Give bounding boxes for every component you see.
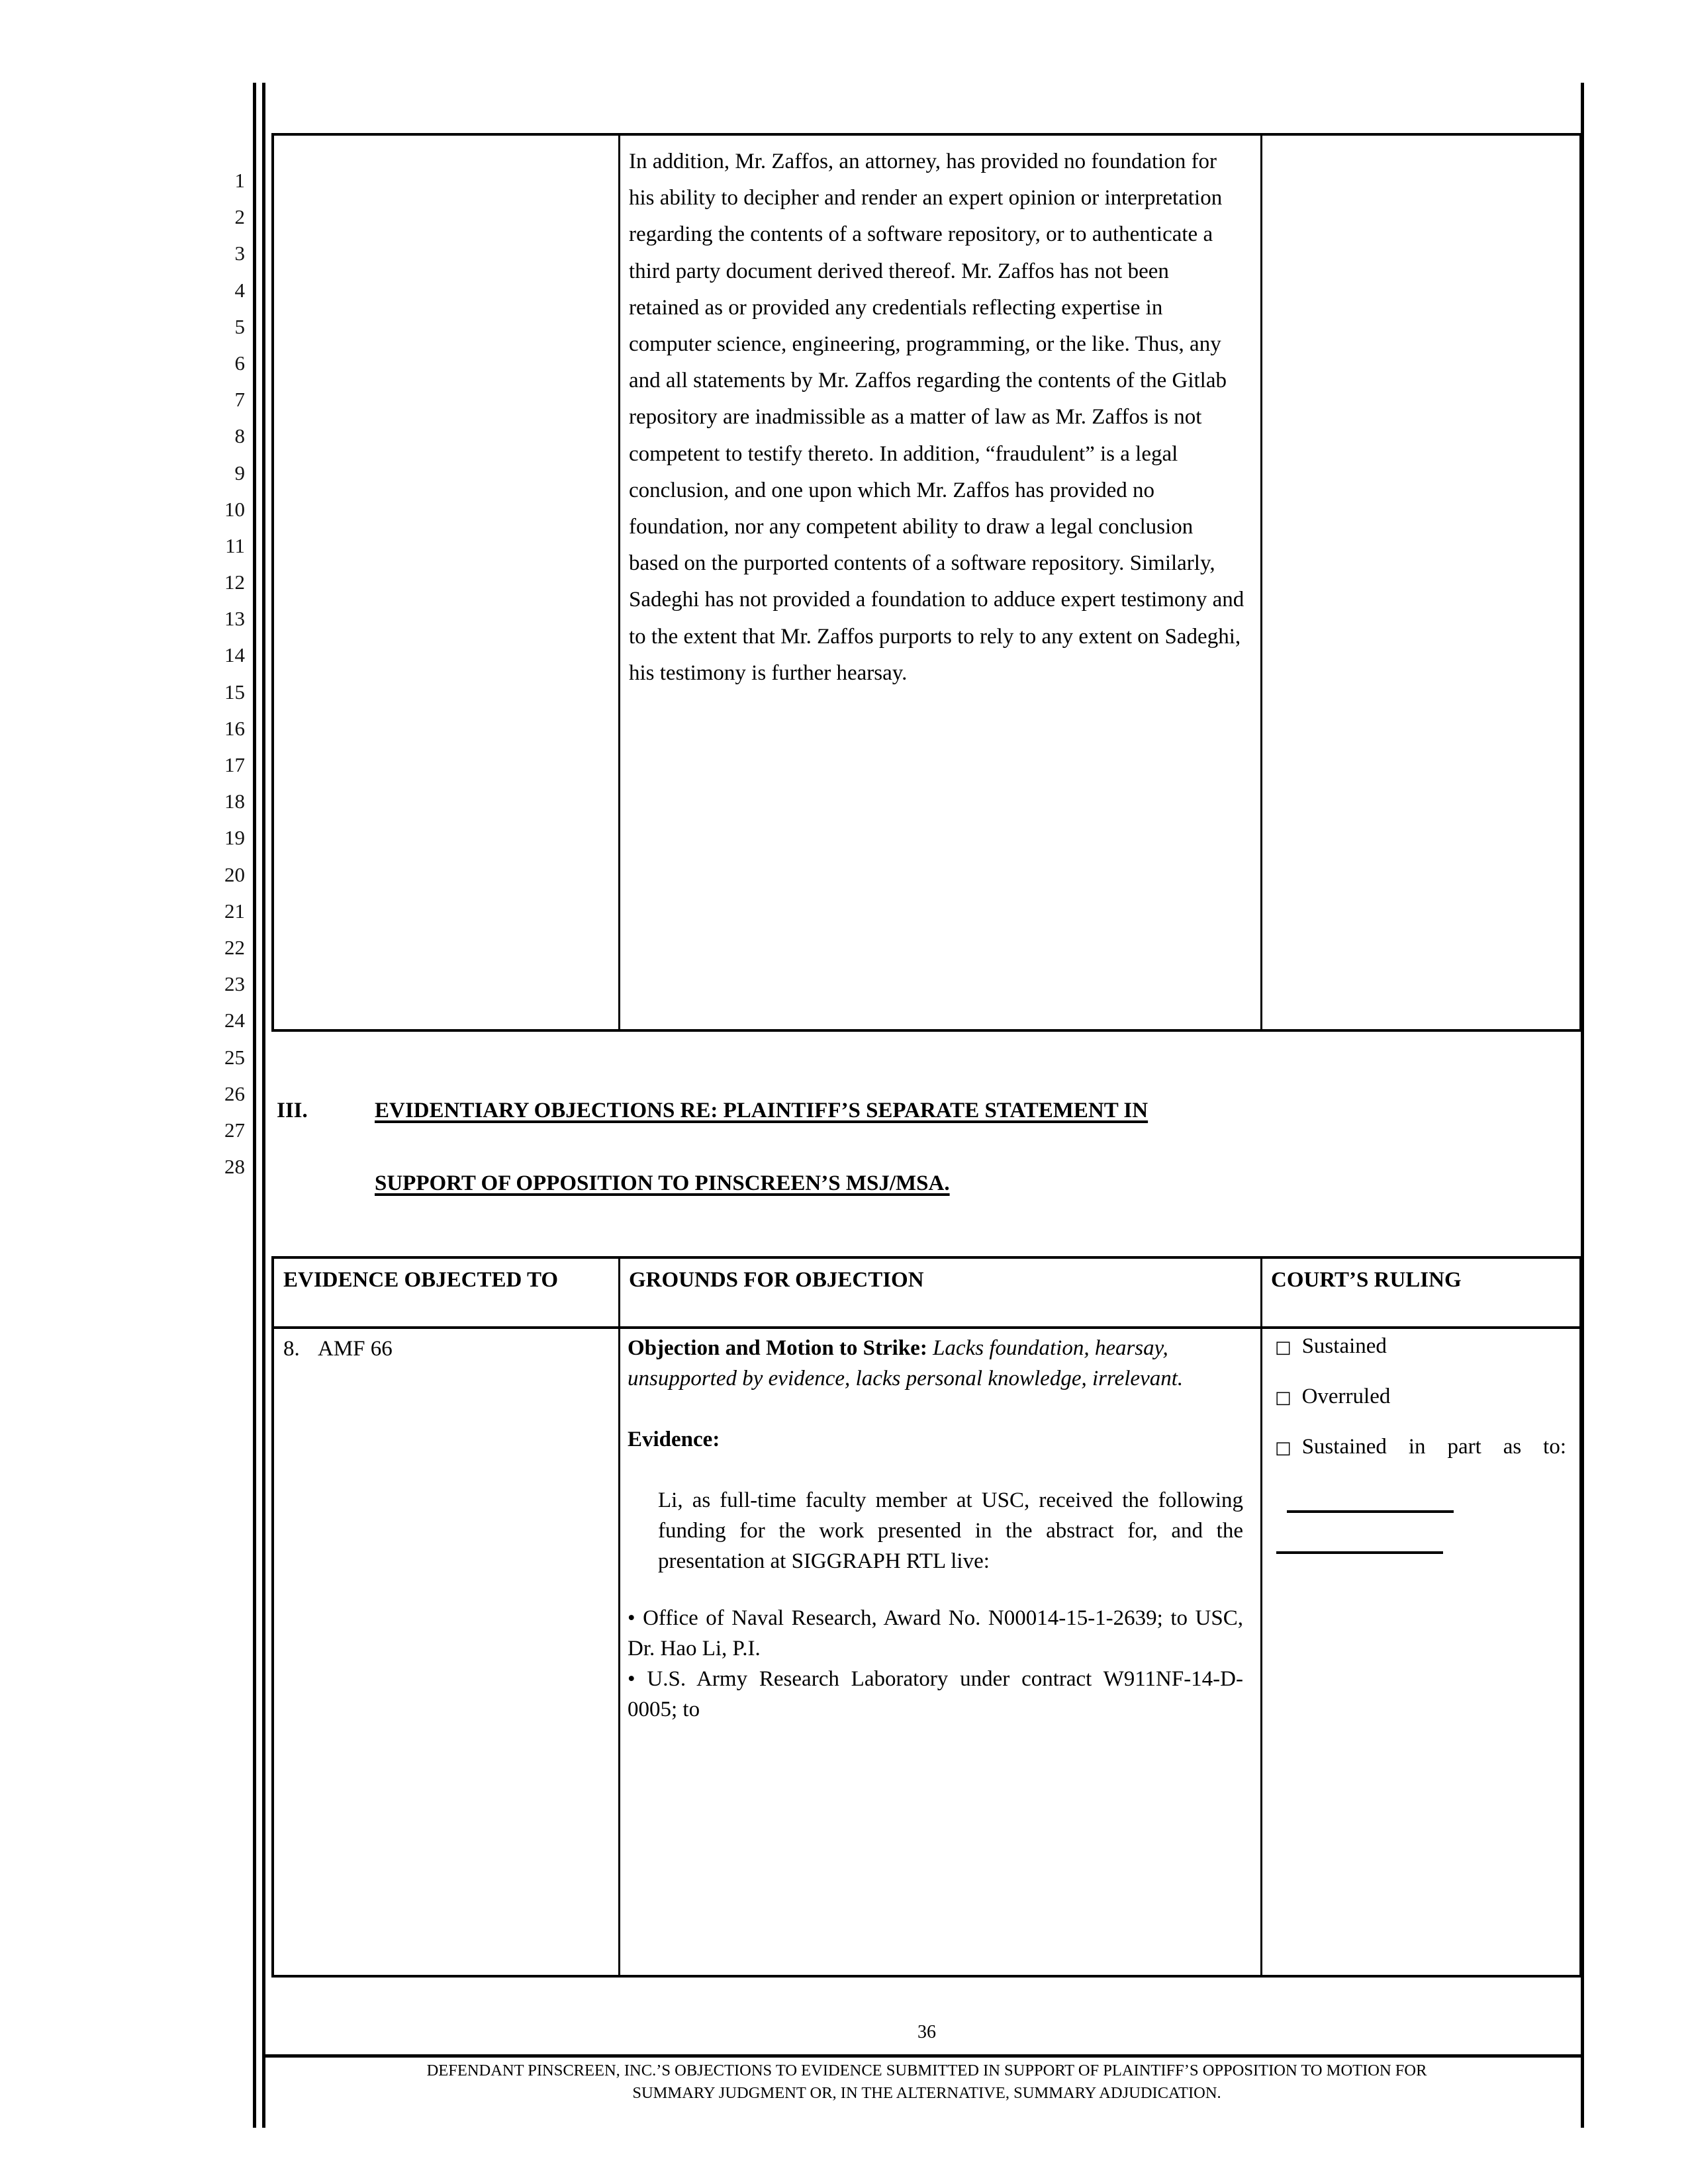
line-number: 20	[224, 862, 245, 886]
table-cell-ruling	[1275, 1332, 1566, 1554]
line-number: 25	[224, 1045, 245, 1069]
ruling-writein-line[interactable]	[1276, 1551, 1443, 1554]
evidence-quote: Li, as full-time faculty member at USC, received the following funding for the work presented in the abstract for, and the presentation at SIGGRAPH RTL live:	[658, 1488, 1243, 1573]
ruling-option-sustained[interactable]	[1275, 1332, 1566, 1362]
line-number: 4	[234, 278, 245, 302]
checkbox-icon[interactable]: □	[1275, 1438, 1291, 1458]
line-number: 28	[224, 1155, 245, 1179]
line-number: 27	[224, 1118, 245, 1142]
section-heading-line-2: SUPPORT OF OPPOSITION TO PINSCREEN’S MSJ/MSA.	[375, 1171, 950, 1196]
objection-statement	[628, 1333, 1243, 1394]
line-number: 21	[224, 899, 245, 923]
line-number: 7	[234, 388, 245, 412]
line-number: 8	[234, 424, 245, 448]
line-number: 19	[224, 826, 245, 850]
checkbox-icon[interactable]: □	[1275, 1338, 1291, 1357]
footer-rule	[265, 2054, 1581, 2058]
line-number: 2	[234, 205, 245, 229]
line-number: 26	[224, 1081, 245, 1105]
line-number: 18	[224, 790, 245, 813]
funding-bullet-list	[628, 1603, 1243, 1725]
left-margin-rule-outer	[253, 83, 256, 2128]
column-divider-evidence	[618, 1259, 620, 1975]
line-number: 22	[224, 935, 245, 959]
line-number: 23	[224, 972, 245, 996]
table-header-ruling: COURT’S RULING	[1271, 1268, 1462, 1292]
section-numeral: III.	[277, 1099, 308, 1122]
line-number: 16	[224, 716, 245, 740]
page-number: 36	[917, 2022, 936, 2042]
line-number: 1	[234, 169, 245, 192]
line-number-column	[199, 171, 245, 1193]
left-margin-rule-inner	[262, 83, 265, 2128]
line-number: 17	[224, 753, 245, 776]
line-number: 12	[224, 570, 245, 594]
line-number: 10	[224, 497, 245, 521]
line-number: 3	[234, 242, 245, 265]
line-number: 24	[224, 1009, 245, 1032]
objection-basis: Lacks foundation, hearsay, unsupported by evidence, lacks personal knowledge, irrelevant.	[628, 1336, 1184, 1390]
table-cell-evidence	[283, 1334, 608, 1363]
section-heading-iii	[277, 1093, 1574, 1202]
table-header-separator	[274, 1326, 1579, 1329]
line-number: 6	[234, 351, 245, 375]
column-divider-ruling	[1260, 1259, 1262, 1975]
line-number: 14	[224, 643, 245, 667]
evidence-item-label: AMF 66	[318, 1337, 393, 1361]
ruling-option-label: Sustained	[1301, 1334, 1387, 1358]
line-number: 11	[225, 533, 245, 557]
section-heading-line-1: EVIDENTIARY OBJECTIONS RE: PLAINTIFF’S SEPARATE STATEMENT IN	[375, 1099, 1149, 1122]
table-cell-grounds	[628, 1333, 1243, 1725]
ruling-option-label: Overruled	[1301, 1385, 1391, 1408]
list-item: • Office of Naval Research, Award No. N00014-15-1-2639; to USC, Dr. Hao Li, P.I.	[628, 1606, 1243, 1661]
table-header-grounds: GROUNDS FOR OBJECTION	[629, 1268, 924, 1292]
column-divider-ruling	[1260, 136, 1262, 1029]
line-number: 9	[234, 461, 245, 484]
ruling-writein-line[interactable]	[1287, 1510, 1454, 1513]
ruling-option-label: Sustained in part as to:	[1301, 1435, 1566, 1459]
footer-caption	[271, 2060, 1582, 2105]
continuation-table	[271, 133, 1582, 1032]
ruling-option-overruled[interactable]	[1275, 1382, 1566, 1412]
checkbox-icon[interactable]: □	[1275, 1388, 1291, 1408]
ruling-option-sustained-in-part[interactable]	[1275, 1432, 1566, 1490]
table-header-evidence: EVIDENCE OBJECTED TO	[283, 1268, 559, 1292]
line-number: 5	[234, 314, 245, 338]
line-number: 15	[224, 680, 245, 704]
list-item: • U.S. Army Research Laboratory under contract W911NF-14-D-0005; to	[628, 1667, 1243, 1721]
objection-label: Objection and Motion to Strike:	[628, 1336, 927, 1360]
evidence-objections-table	[271, 1256, 1582, 1978]
evidence-item-number: 8.	[283, 1337, 300, 1361]
footer-line-2: SUMMARY JUDGMENT OR, IN THE ALTERNATIVE, SUMMARY ADJUDICATION.	[632, 2084, 1221, 2102]
footer-line-1: DEFENDANT PINSCREEN, INC.’S OBJECTIONS TO EVIDENCE SUBMITTED IN SUPPORT OF PLAINTIFF’S OPPOSITION TO MOTION FOR	[426, 2062, 1427, 2079]
column-divider-evidence	[618, 136, 620, 1029]
line-number: 13	[224, 607, 245, 631]
evidence-subheading: Evidence:	[628, 1428, 720, 1451]
continuation-grounds-text: In addition, Mr. Zaffos, an attorney, has provided no foundation for his ability to decipher and render an expert opinion or interpretation regarding the contents of a software repository, or to authenticate a third party document derived thereof. Mr. Zaffos has not been retained as or provided any credentials reflecting expertise in computer science, engineering, programming, or the like. Thus, any and all statements by Mr. Zaffos regarding the contents of the Gitlab repository are inadmissible as a matter of law as Mr. Zaffos is not competent to testify thereto. In addition, “fraudulent” is a legal conclusion, and one upon which Mr. Zaffos has provided no foundation, nor any competent ability to draw a legal conclusion based on the purported contents of a software repository. Similarly, Sadeghi has not provided a foundation to adduce expert testimony and to the extent that Mr. Zaffos purports to rely to any extent on Sadeghi, his testimony is further hearsay.	[629, 150, 1244, 685]
